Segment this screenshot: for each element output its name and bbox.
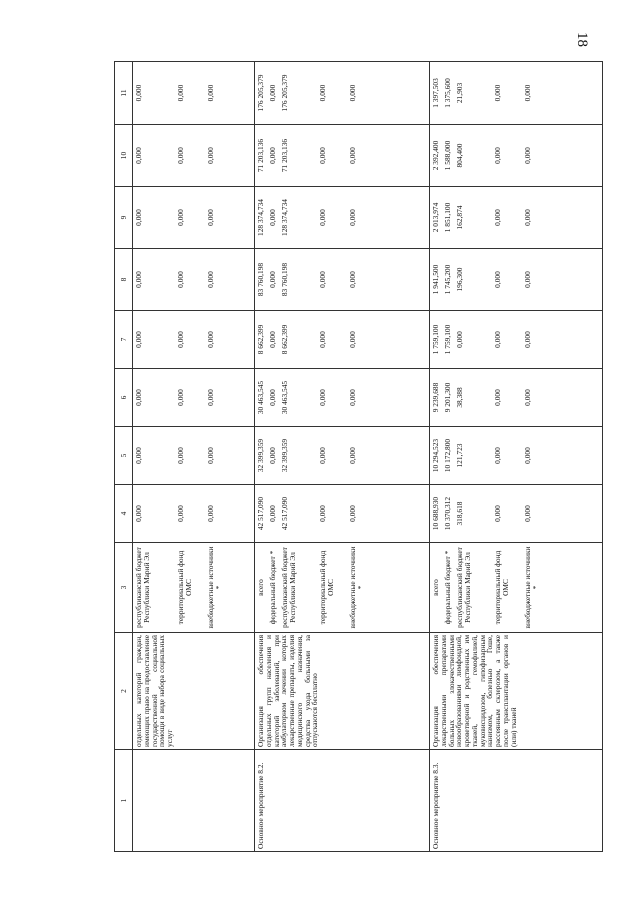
value: 0,000 [134,331,143,348]
value-cell [430,427,603,485]
funding-source: территориальный фонд ОМС [318,550,335,625]
value: 0,000 [206,505,215,522]
value-cell [430,62,603,125]
activity-name: Основное мероприятие 8.3. [430,750,603,852]
value: 0,000 [206,389,215,406]
value: 0,000 [206,331,215,348]
value-cell [133,485,255,543]
value: 30 463,545 [256,380,265,415]
value: 0,000 [318,209,327,226]
value: 0,000 [318,147,327,164]
value: 30 463,545 [280,380,289,415]
value: 10 172,800 [443,438,452,473]
funding-source-list [430,543,603,633]
value-cell [133,427,255,485]
value: 0,000 [493,271,502,288]
value: 8 662,399 [280,324,289,355]
funding-source: федеральный бюджет * [268,550,277,625]
value: 0,000 [134,209,143,226]
value-cell [133,311,255,369]
value: 128 374,734 [280,199,289,236]
value: 0,000 [176,271,185,288]
funding-source-list [255,543,430,633]
value: 0,000 [318,331,327,348]
rotated-table-container [114,62,603,852]
header-cell: 6 [115,369,133,427]
funding-source: внебюджетные источники * [206,546,223,629]
value-cell [255,187,430,249]
value: 0,000 [493,331,502,348]
activity-name: Основное мероприятие 8.2. [255,750,430,852]
activity-description: отдельных категорий граждан, имеющих право на предоставление государственной социальной помощи в виде набора социальных услуг [133,633,255,750]
value: 0,000 [206,147,215,164]
value: 83 760,198 [280,262,289,297]
value: 1 397,503 [431,78,440,108]
value: 0,000 [268,271,277,288]
funding-source: всего [256,579,265,596]
value: 8 662,399 [256,324,265,355]
value-cell [133,187,255,249]
value: 32 399,359 [280,438,289,473]
funding-source-list [133,543,255,633]
value: 71 203,136 [256,138,265,173]
value: 0,000 [523,209,532,226]
funding-source: республиканский бюджет Республики Марий Эл [455,547,472,628]
value: 0,000 [493,209,502,226]
header-cell: 5 [115,427,133,485]
header-cell: 11 [115,62,133,125]
value-cell [133,62,255,125]
value: 318,618 [455,501,464,526]
value: 0,000 [318,447,327,464]
value: 0,000 [134,447,143,464]
value-cell [430,369,603,427]
value: 1 588,000 [443,140,452,171]
value: 0,000 [523,147,532,164]
value-cell [430,125,603,187]
value: 0,000 [134,389,143,406]
value: 196,300 [455,267,464,292]
value: 1 759,100 [443,324,452,355]
value: 176 205,379 [256,74,265,112]
table-row [133,62,255,852]
value-cell [255,62,430,125]
value-cell [255,427,430,485]
value: 0,000 [348,447,357,464]
value: 0,000 [134,271,143,288]
activity-name [133,750,255,852]
value: 0,000 [493,147,502,164]
value: 0,000 [268,147,277,164]
value: 0,000 [523,84,532,102]
value: 0,000 [268,331,277,348]
value: 0,000 [493,505,502,522]
value-cell [255,369,430,427]
value: 42 517,090 [280,496,289,531]
funding-source: внебюджетные источники * [523,546,540,629]
value: 0,000 [206,84,215,102]
value: 0,000 [176,505,185,522]
value: 0,000 [523,271,532,288]
value: 162,874 [455,205,464,230]
value: 32 399,359 [256,438,265,473]
funding-source: территориальный фонд ОМС [176,550,193,625]
activity-description: Организация обеспечения лекарственными препаратами больных злокачественными новообразованиями лимфоидной, кроветворной и родственных им тканей, гемофилией, муковисцидозом, гипофизарным нанизмом, болезнью Гоше, рассеянным склерозом, а также после трансплантации органов и (или) тканей [430,633,603,750]
value: 0,000 [523,447,532,464]
value: 0,000 [134,147,143,164]
value: 0,000 [348,389,357,406]
value: 0,000 [523,331,532,348]
funding-source: республиканский бюджет Республики Марий Эл [280,547,297,628]
value: 10 688,930 [431,496,440,531]
value: 0,000 [348,147,357,164]
header-cell: 2 [115,633,133,750]
value-cell [255,311,430,369]
value: 0,000 [176,84,185,102]
value: 0,000 [523,389,532,406]
value: 0,000 [318,271,327,288]
header-cell: 10 [115,125,133,187]
value: 0,000 [348,84,357,102]
value: 1 759,100 [431,324,440,355]
value: 0,000 [206,209,215,226]
funding-source: внебюджетные источники * [348,546,365,629]
value-cell [133,249,255,311]
value: 10 294,523 [431,438,440,473]
value-cell [255,125,430,187]
value: 0,000 [268,84,277,102]
value: 0,000 [493,447,502,464]
value: 0,000 [176,147,185,164]
value: 9 201,300 [443,382,452,413]
value: 38,388 [455,387,464,408]
value: 804,400 [455,143,464,168]
value: 0,000 [493,84,502,102]
header-cell: 9 [115,187,133,249]
value-cell [430,485,603,543]
value: 0,000 [268,209,277,226]
value: 1 375,600 [443,78,452,108]
value: 0,000 [176,331,185,348]
value: 0,000 [523,505,532,522]
value: 0,000 [493,389,502,406]
value: 10 370,312 [443,496,452,531]
value: 1 745,200 [443,264,452,295]
header-cell: 8 [115,249,133,311]
page-number: 18 [574,32,590,47]
activity-description: Организация обеспечения отдельных групп населения и категорий заболеваний, при амбулаторном лечении которых лекарственные препараты, изделия медицинского назначения, средства ухода больными за отпускаются бесплатно [255,633,430,750]
value: 0,000 [206,447,215,464]
header-cell: 7 [115,311,133,369]
value: 0,000 [318,389,327,406]
value-cell [430,249,603,311]
table-row [255,62,430,852]
value: 0,000 [348,209,357,226]
value: 83 760,198 [256,262,265,297]
value: 0,000 [176,447,185,464]
funding-source: всего [431,579,440,596]
value: 0,000 [318,505,327,522]
funding-source: федеральный бюджет * [443,550,452,625]
value: 71 203,136 [280,138,289,173]
value: 0,000 [348,505,357,522]
header-cell: 3 [115,543,133,633]
value: 2 392,400 [431,140,440,171]
value: 0,000 [134,84,143,102]
value: 121,723 [455,443,464,468]
value: 9 239,688 [431,382,440,413]
value: 176 205,379 [280,74,289,112]
value: 0,000 [134,505,143,522]
value-cell [430,311,603,369]
header-row [115,62,133,852]
value: 0,000 [318,84,327,102]
value: 2 013,974 [431,202,440,233]
header-cell: 4 [115,485,133,543]
value: 0,000 [455,331,464,348]
value: 1 851,100 [443,202,452,233]
value-cell [255,249,430,311]
budget-table [114,61,603,852]
value: 42 517,090 [256,496,265,531]
value: 0,000 [268,505,277,522]
value-cell [133,369,255,427]
value: 0,000 [268,447,277,464]
value: 0,000 [268,389,277,406]
value-cell [133,125,255,187]
value: 1 941,500 [431,264,440,295]
value: 0,000 [348,271,357,288]
funding-source: территориальный фонд ОМС [493,550,510,625]
header-cell: 1 [115,750,133,852]
value: 0,000 [206,271,215,288]
value: 128 374,734 [256,199,265,236]
value: 21,903 [455,82,464,104]
value: 0,000 [176,209,185,226]
value: 0,000 [176,389,185,406]
value-cell [430,187,603,249]
funding-source: республиканский бюджет Республики Марий Эл [134,547,151,628]
value-cell [255,485,430,543]
value: 0,000 [348,331,357,348]
table-row [430,62,603,852]
